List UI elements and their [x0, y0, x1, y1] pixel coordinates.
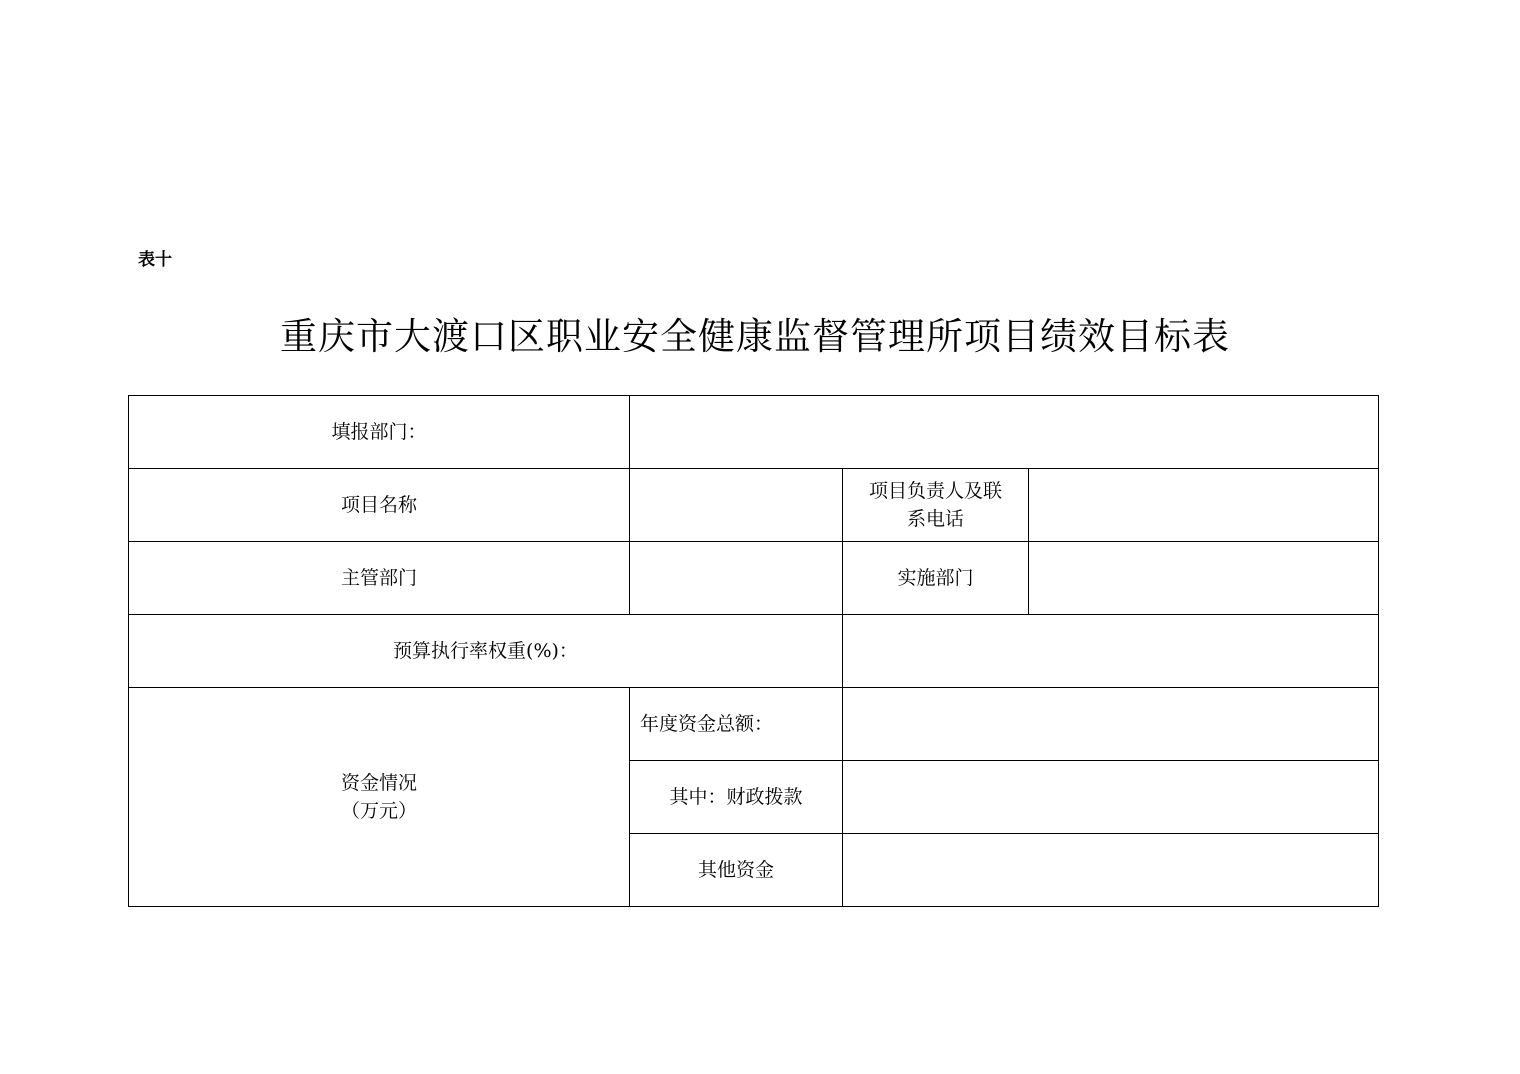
table-number: 表十: [138, 250, 172, 270]
reporting-dept-value[interactable]: [630, 396, 1379, 469]
document-title: 重庆市大渡口区职业安全健康监督管理所项目绩效目标表: [280, 315, 1230, 358]
row-project-name: [129, 469, 1379, 542]
row-budget-rate-weight: [129, 615, 1379, 688]
fiscal-allocation-value[interactable]: [843, 761, 1379, 834]
project-name-label: 项目名称: [129, 469, 630, 542]
budget-rate-weight-value[interactable]: [843, 615, 1379, 688]
funding-label-line2: （万元）: [340, 800, 417, 822]
implementing-dept-label: 实施部门: [843, 542, 1029, 615]
project-leader-value[interactable]: [1029, 469, 1379, 542]
supervising-dept-value[interactable]: [630, 542, 843, 615]
implementing-dept-value[interactable]: [1029, 542, 1379, 615]
performance-target-table: [128, 395, 1379, 907]
other-funds-label: 其他资金: [630, 834, 843, 907]
annual-total-value[interactable]: [843, 688, 1379, 761]
reporting-dept-label: 填报部门：: [129, 396, 630, 469]
budget-rate-weight-label: 预算执行率权重(%)：: [129, 615, 843, 688]
row-reporting-dept: [129, 396, 1379, 469]
project-leader-label-line2: 系电话: [906, 508, 964, 530]
project-leader-label: [843, 469, 1029, 542]
project-name-value[interactable]: [630, 469, 843, 542]
row-annual-total: [129, 688, 1379, 761]
fiscal-allocation-label: 其中：财政拨款: [630, 761, 843, 834]
funding-label: [129, 688, 630, 907]
annual-total-label: 年度资金总额：: [630, 688, 843, 761]
project-leader-label-line1: 项目负责人及联: [868, 480, 1002, 502]
supervising-dept-label: 主管部门: [129, 542, 630, 615]
funding-label-line1: 资金情况: [340, 772, 417, 794]
other-funds-value[interactable]: [843, 834, 1379, 907]
row-departments: [129, 542, 1379, 615]
